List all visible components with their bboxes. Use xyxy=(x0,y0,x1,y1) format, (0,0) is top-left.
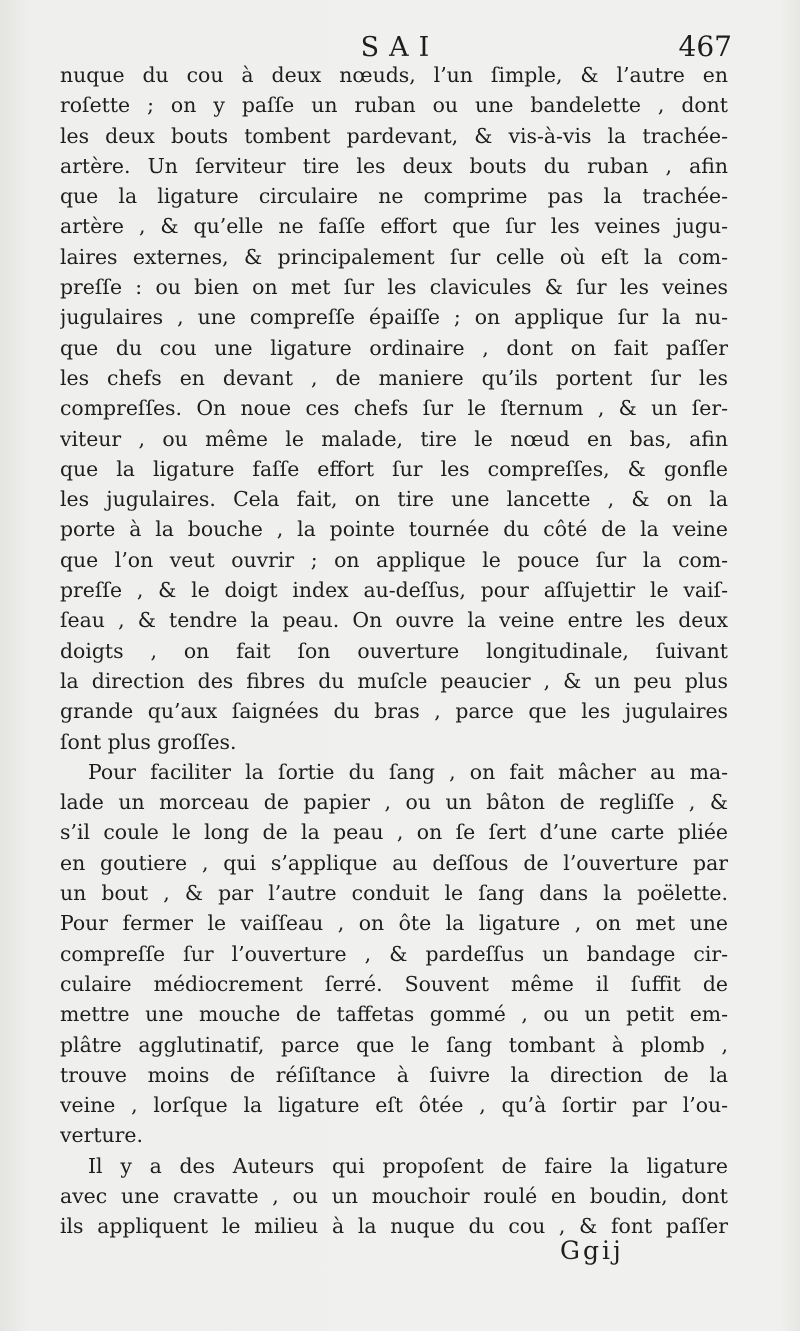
text-line: s’il coule le long de la peau , on ſe ſert d’une carte pliée xyxy=(60,820,728,845)
page-number: 467 xyxy=(678,30,732,63)
text-line: roſette ; on y paſſe un ruban ou une bandelette , dont xyxy=(60,93,728,118)
text-line: Pour faciliter la ſortie du ſang , on fait mâcher au ma- xyxy=(88,759,728,784)
text-line: que du cou une ligature ordinaire , dont on fait paſſer xyxy=(60,335,728,360)
text-line: en goutiere , qui s’applique au deſſous de l’ouverture par xyxy=(60,850,728,875)
text-line: lade un morceau de papier , ou un bâton de regliſſe , & xyxy=(60,790,728,815)
text-line: trouve moins de réſiſtance à ſuivre la direction de la xyxy=(60,1062,728,1087)
text-line: grande qu’aux ſaignées du bras , parce que les jugulaires xyxy=(60,699,728,724)
text-line: les chefs en devant , de maniere qu’ils portent ſur les xyxy=(60,365,728,390)
text-line: jugulaires , une compreſſe épaiſſe ; on applique ſur la nu- xyxy=(60,305,728,330)
text-line: ſeau , & tendre la peau. On ouvre la veine entre les deux xyxy=(60,608,728,633)
text-line: preſſe : ou bien on met ſur les clavicules & ſur les veines xyxy=(60,275,728,300)
text-line: mettre une mouche de taffetas gommé , ou un petit em- xyxy=(60,1002,728,1027)
text-line: compreſſes. On noue ces chefs ſur le ſternum , & un ſer- xyxy=(60,396,728,421)
text-line: un bout , & par l’autre conduit le ſang dans la poëlette. xyxy=(60,881,728,906)
text-line: artère , & qu’elle ne faſſe effort que ſur les veines jugu- xyxy=(60,214,728,239)
text-line: la direction des fibres du muſcle peaucier , & un peu plus xyxy=(60,668,728,693)
text-line: les jugulaires. Cela fait, on tire une lancette , & on la xyxy=(60,487,728,512)
paragraph-1 xyxy=(60,60,728,757)
text-line: que la ligature faſſe effort ſur les compreſſes, & gonfle xyxy=(60,456,728,481)
text-line: viteur , ou même le malade, tire le nœud en bas, afin xyxy=(60,426,728,451)
running-head: SAI xyxy=(360,32,440,63)
signature-mark: Ggij xyxy=(560,1236,624,1265)
text-line: avec une cravatte , ou un mouchoir roulé en boudin, dont xyxy=(60,1183,728,1208)
paragraph-3 xyxy=(60,1151,728,1242)
text-line: les deux bouts tombent pardevant, & vis-à-vis la trachée- xyxy=(60,123,728,148)
text-line: veine , lorſque la ligature eſt ôtée , qu’à ſortir par l’ou- xyxy=(60,1093,728,1118)
text-line: preſſe , & le doigt index au-deſſus, pour aſſujettir le vaiſ- xyxy=(60,578,728,603)
text-line: compreſſe ſur l’ouverture , & pardeſſus un bandage cir- xyxy=(60,941,728,966)
text-line: porte à la bouche , la pointe tournée du côté de la veine xyxy=(60,517,728,542)
text-line: culaire médiocrement ſerré. Souvent même il ſuffit de xyxy=(60,971,728,996)
text-line: doigts , on fait ſon ouverture longitudinale, ſuivant xyxy=(60,638,728,663)
text-line: que la ligature circulaire ne comprime pas la trachée- xyxy=(60,184,728,209)
text-line: laires externes, & principalement ſur celle où eſt la com- xyxy=(60,244,728,269)
text-line: verture. xyxy=(60,1123,143,1148)
text-line: ils appliquent le milieu à la nuque du cou , & font paſſer xyxy=(60,1214,728,1239)
text-line: plâtre agglutinatif, parce que le ſang tombant à plomb , xyxy=(60,1032,728,1057)
text-line: Pour fermer le vaiſſeau , on ôte la ligature , on met une xyxy=(60,911,728,936)
text-line: ſont plus groſſes. xyxy=(60,729,237,754)
paragraph-2 xyxy=(60,757,728,1151)
text-line: artère. Un ſerviteur tire les deux bouts du ruban , afin xyxy=(60,153,728,178)
body-text xyxy=(60,60,728,1242)
text-line: nuque du cou à deux nœuds, l’un ſimple, & l’autre en xyxy=(60,63,728,87)
text-line: Il y a des Auteurs qui propoſent de faire la ligature xyxy=(88,1153,728,1178)
text-line: que l’on veut ouvrir ; on applique le pouce ſur la com- xyxy=(60,547,728,572)
